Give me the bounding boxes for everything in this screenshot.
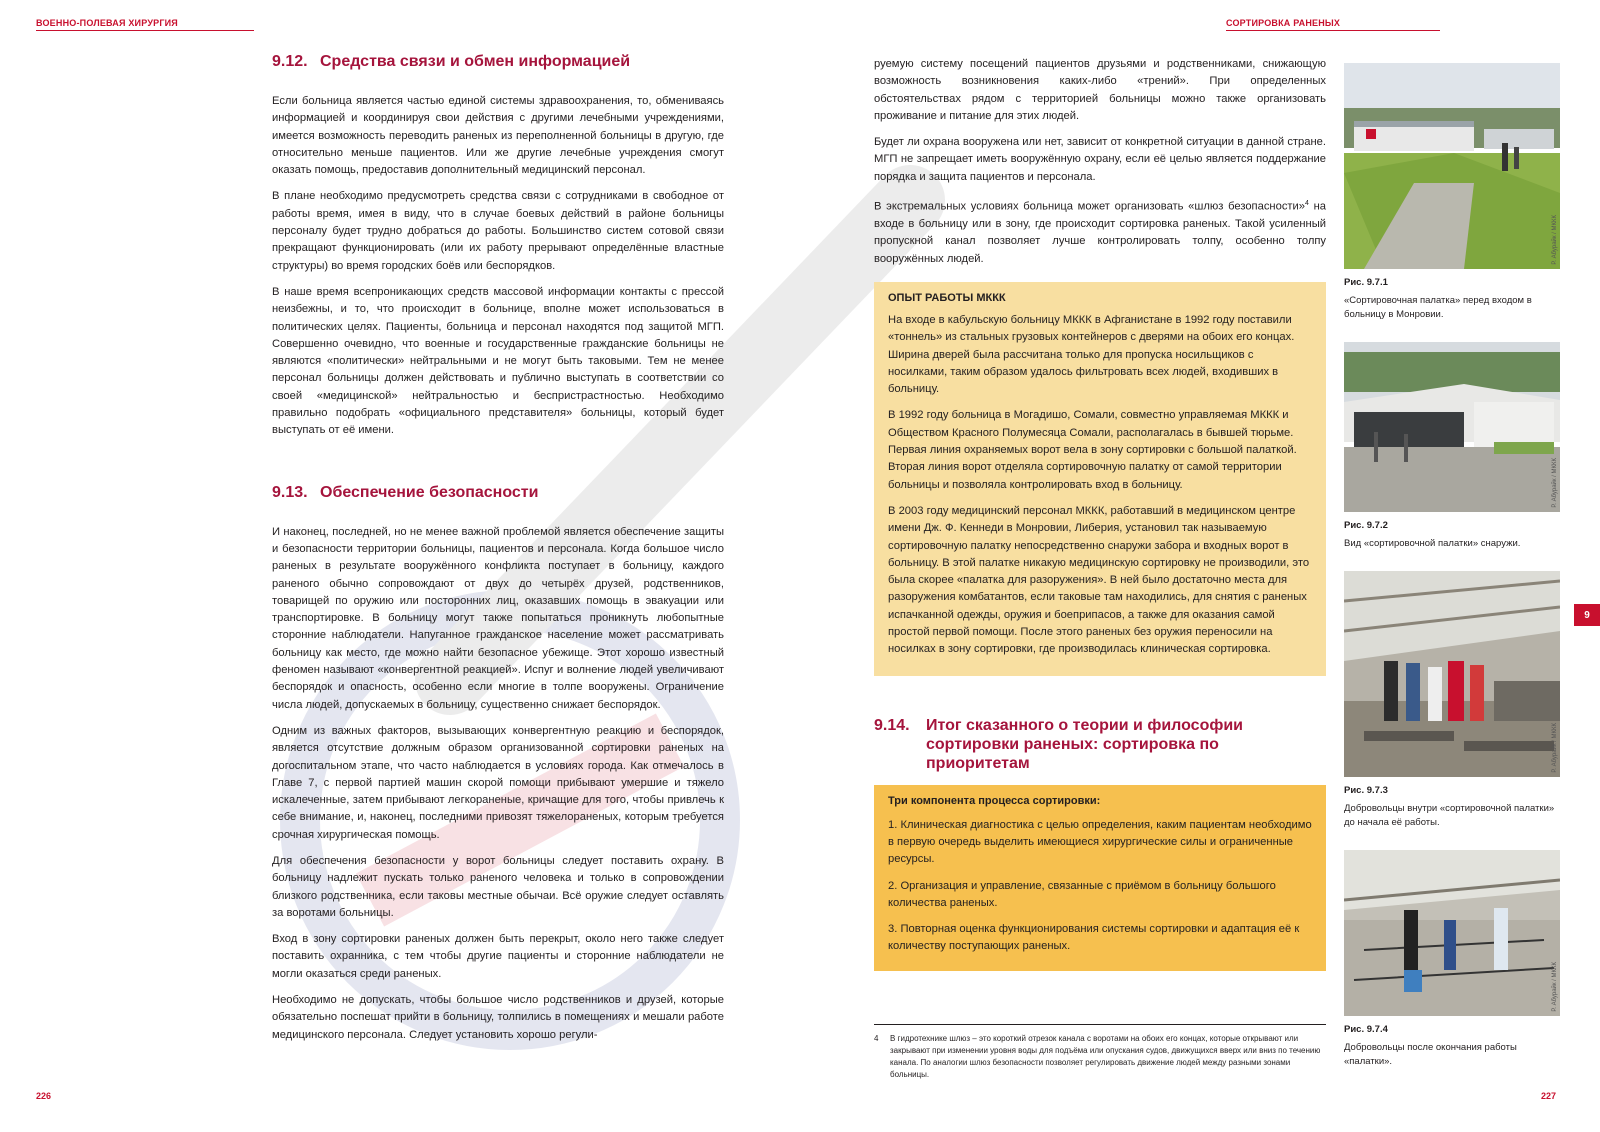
figure-label: Рис. 9.7.3 [1344,785,1388,796]
figure-caption: Вид «сортировочной палатки» снаружи. [1344,538,1521,549]
left-column [272,52,724,1053]
paragraph: Будет ли охрана вооружена или нет, зависит от конкретной ситуации в данной стране. МГП не запрещает иметь вооружённую охрану, если её целью является поддержание порядка и защита пациентов и персонала. [874,136,1326,183]
paragraph: И наконец, последней, но не менее важной проблемой является обеспечение защиты и безопасности территории больницы, пациентов и персонала. Когда большое число раненых в результате вооружённого конфликта поступает в больницу, каждого раненого обычно сопровождают от двух до четырёх друзей, родственников, товарищей по оружию или посторонних лиц, оказавших помощь в эвакуации или транспортировке. В больницу могут также попытаться проникнуть любопытные сторонние наблюдатели. Напуганное гражданское население может рассматривать больницу как место, где можно найти безопасное убежище. Этот хорошо известный феномен называют «конвергентной реакцией». Испуг и волнение людей увеличивают беспорядок и опасность, особенно если многие в толпе вооружены. Ограничение числа людей, допускаемых в больницу, существенно снижает беспорядок. [272,525,724,711]
figure-label: Рис. 9.7.2 [1344,520,1388,531]
photo-triage-tent-exterior: Р. Абурайк / МККК [1344,342,1560,512]
paragraph: В плане необходимо предусмотреть средства связи с сотрудниками в свободное от работы время, имея в виду, что в случае боевых действий в районе больницы персоналу будет трудно добраться до работы. Большинство систем сотовой связи прекращают функционировать (или их работу прерывают определённые властные структуры) во время городских боёв или беспорядков. [272,190,724,272]
figure-label: Рис. 9.7.1 [1344,277,1388,288]
footnote-rule [874,1024,1326,1025]
section-9-12-heading: 9.12. Средства связи и обмен информацией [272,53,631,70]
figure-caption: Добровольцы внутри «сортировочной палатки» до начала её работы. [1344,803,1555,828]
box-paragraph: На входе в кабульскую больницу МККК в Афганистане в 1992 году поставили «тоннель» из стальных грузовых контейнеров с дверями на обоих его концах. Ширина дверей была рассчитана только для пропуска носильщиков с носилками, таким образом удалось фильтровать всех людей, входивших в больницу. [888,314,1295,396]
list-item: 2. Организация и управление, связанные с приёмом в больницу большого количества раненых. [888,879,1276,909]
figure-caption: Добровольцы после окончания работы «палатки». [1344,1042,1517,1067]
chapter-tab: 9 [1574,604,1600,626]
footnote: 4 В гидротехнике шлюз – это короткий отрезок канала с воротами на обоих его концах, которые открывают или закрывают при изменении уровня воды для подъёма или опускания судов, движущихся вверх или вниз по течению канала. По аналогии шлюз безопасности позволяет регулировать движение людей между разными зонами больницы. [874,1034,1321,1079]
icrc-experience-box [874,282,1326,676]
paragraph: В экстремальных условиях больница может организовать «шлюз безопасности»$^4$ на входе в больницу или в зону, где происходит сортировка раненых. Такой усиленный пропускной канал позволяет лучше контролировать толпу, особенно толпу вооружённых людей. [874,200,1327,265]
paragraph: Одним из важных факторов, вызывающих конвергентную реакцию и беспорядок, является отсутствие должным образом организованной сортировки раненых на догоспитальном этапе, что часто наблюдается в условиях города. Как отмечалось в Главе 7, с первой партией машин скорой помощи прибывают умершие и тяжело искалеченные, затем прибывают легкораненые, кричащие для того, чтобы привлечь к себе внимание, и, наконец, последними привозят тяжелораненых, которым требуется срочная хирургическая помощь. [272,724,724,841]
running-head-right: СОРТИРОВКА РАНЕНЫХ [1226,18,1440,31]
running-head-left: ВОЕННО-ПОЛЕВАЯ ХИРУРГИЯ [36,18,254,31]
page-number-left: 226 [36,1091,52,1101]
paragraph: Необходимо не допускать, чтобы большое число родственников и друзей, которые обязательно поспешат прийти в больницу, толпились в помещениях и мешали работе медицинского персонала. Следует установить хорошо регули- [272,994,724,1041]
photo-volunteers-inside-tent: Р. Абурайк / МККК [1344,571,1560,777]
box-paragraph: В 1992 году больница в Могадишо, Сомали, совместно управляемая МККК и Обществом Красного Полумесяца Сомали, располагалась в бывшей тюрьме. Первая линия охраняемых ворот вела в зону сортировки с большой палаткой. Вторая линия ворот отделяла сортировочную палатку от самой территории больницы и позволяла контролировать вход в больницу. [888,409,1297,491]
figure-label: Рис. 9.7.4 [1344,1024,1388,1035]
section-9-14-heading: 9.14. Итог сказанного о теории и философии сортировки раненых: сортировка по приоритетам [874,716,1244,772]
section-9-13-heading: 9.13. Обеспечение безопасности [272,483,539,501]
right-column [874,56,1326,971]
list-item: 1. Клиническая диагностика с целью определения, каким пациентам необходимо в первую очередь выделить имеющиеся хирургические силы и ограниченные ресурсы. [888,818,1312,866]
list-item: 3. Повторная оценка функционирования системы сортировки и адаптация её к количеству поступающих раненых. [888,923,1300,953]
figure-column [1344,63,1560,1089]
box-paragraph: В 2003 году медицинский персонал МККК, работавший в медицинском центре имени Дж. Ф. Кеннеди в Монровии, Либерия, установил так называемую сортировочную палатку непосредственно снаружи забора и входных ворот в больницу. В этой палатке никакую медицинскую сортировку не производили, это была скорее «палатка для разоружения». В ней было достаточно места для разоружения комбатантов, если таковые там находились, для снятия с раненых испачканной одежды, оружия и боеприпасов, а также для оказания самой простой первой помощи. После этого раненых без оружия переносили на носилках в зону сортировки, где производилась клиническая сортировка. [888,504,1310,656]
paragraph: руемую систему посещений пациентов друзьями и родственниками, снижающую возможность возникновения каких-либо «трений». При определенных обстоятельствах рядом с территорией больницы можно также организовать проживание и питание для этих людей. [874,58,1326,122]
figure-caption: «Сортировочная палатка» перед входом в больницу в Монровии. [1344,295,1532,320]
photo-volunteers-after-work: Р. Абурайк / МККК [1344,850,1560,1016]
paragraph: Для обеспечения безопасности у ворот больницы следует поставить охрану. В больницу надлежит пускать только раненого человека и только в сопровождении близкого родственника, если таковы местные обычаи. Всё оружие следует оставлять за воротами больницы. [272,854,724,919]
paragraph: В наше время всепроникающих средств массовой информации контакты с прессой неизбежны, и то, что происходит в больнице, вполне может использоваться в политических целях. Пациенты, больница и персонал находятся под защитой МГП. Совершенно очевидно, что военные и государственные гражданские больницы не являются «политически» нейтральными и не могут быть таковыми. Тем не менее персонал больницы должен действовать и публично выступать в соответствии со своей «медицинской» нейтральностью и беспристрастностью. Необходимо правильно подобрать «официального представителя» больницы, который будет выступать от её имени. [272,285,724,437]
box-title: ОПЫТ РАБОТЫ МККК [888,292,1006,304]
triage-components-box [874,785,1326,971]
box-title: Три компонента процесса сортировки: [888,794,1101,807]
photo-triage-tent-entrance: Р. Абурайк / МККК [1344,63,1560,269]
paragraph: Вход в зону сортировки раненых должен быть перекрыт, около него также следует поставить охранника, с тем чтобы другие пациенты и сторонние наблюдатели не могли оказаться среди раненых. [272,933,724,980]
page-number-right: 227 [1541,1091,1557,1101]
footnote-reference: 4 [1305,200,1309,208]
paragraph: Если больница является частью единой системы здравоохранения, то, обмениваясь информацией и координируя свои действия с другими лечебными учреждениями, имеется возможность переводить раненых из переполненной больницы в другую, где относительно меньше пациентов. Или же другие лечебные учреждения смогут оказать помощь, предоставив дополнительный медицинский персонал. [272,95,724,177]
